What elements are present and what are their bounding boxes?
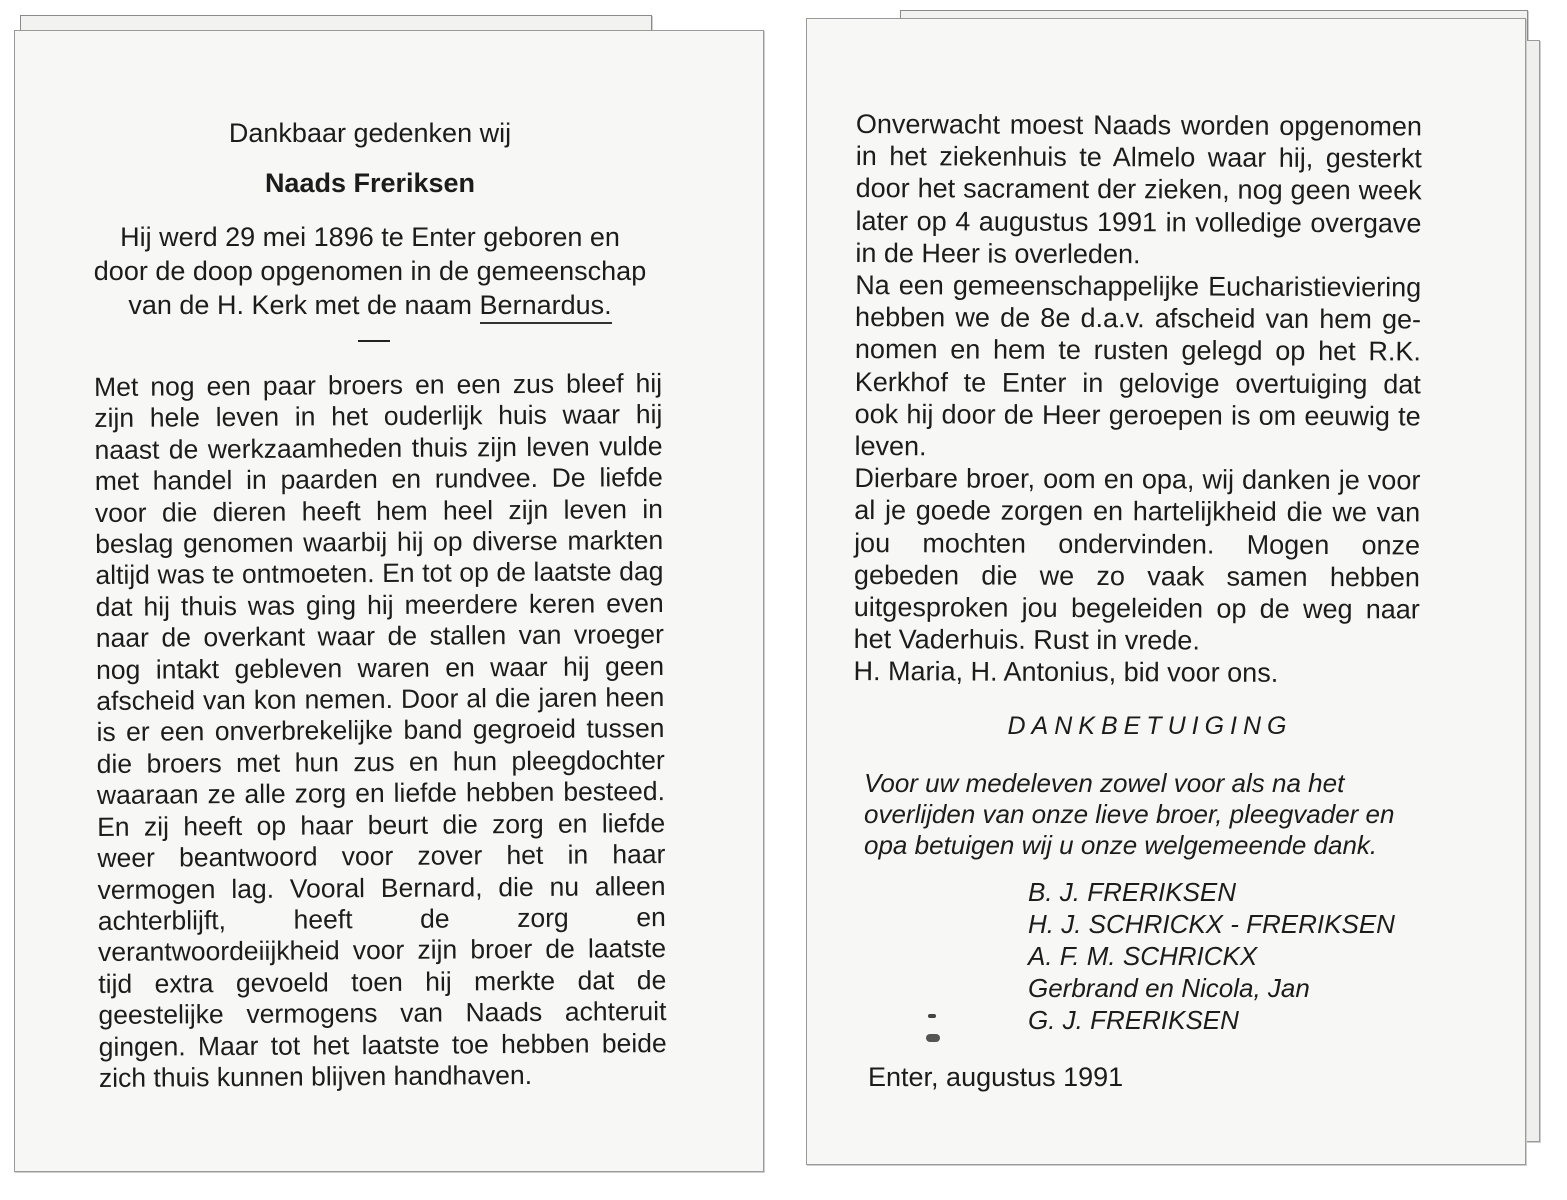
birth-line-3 [80, 288, 660, 322]
paragraph-funeral: Na een gemeenschappelijke Eucharistieviering hebben we de 8e d.a.v. afscheid van hem genomen en hem te rusten gelegd op het R.K. Kerkhof te Enter in gelovige overtuiging dat ook hij door de Heer geroepen is om eeuwig te leven. [854, 270, 1422, 462]
card-stack-edge [1524, 40, 1540, 1142]
ink-speck [928, 1014, 936, 1018]
birth-text [80, 220, 660, 322]
biography-text: Met nog een paar broers en een zus bleef hij zijn hele leven in het ouderlijk huis waar hij naast de werkzaamheden thuis zijn leven vulde met handel in paarden en rundvee. De liefde voor die dieren heeft hem heel zijn leven in beslag genomen waarbij hij op diverse markten altijd was te ontmoeten. En tot op de laatste dag dat hij thuis was ging hij meerdere keren even naar de overkant waar de stallen van vroeger nog intakt gebleven waren en waar hij geen afscheid van kon nemen. Door al die jaren heen is er een onverbrekelijke band gegroeid tussen die broers met hun zus en hun pleegdochter waaraan ze alle zorg en liefde hebben besteed. En zij heeft op haar beurt die zorg en liefde weer beantwoord voor zover het in haar vermogen lag. Vooral Bernard, die nu alleen achterblijft, heeft de zorg en verantwoordeiijkheid voor zijn broer de laatste tijd extra gevoeld toen hij merkte dat de geestelijke vermogens van Naads achteruit gingen. Maar tot het laatste toe hebben beide zich thuis kunnen blijven handhaven. [94, 368, 667, 1093]
paragraph-death: Onverwacht moest Naads worden opgenomen in het ziekenhuis te Almelo waar hij, gesterkt door het sacrament der zieken, nog geen week later op 4 augustus 1991 in volledige overgave in de Heer is overleden. [855, 108, 1422, 270]
paragraph-farewell: Dierbare broer, oom en opa, wij danken je voor al je goede zorgen en hartelijkheid die we van jou mochten ondervinden. Mogen onze gebeden die we zo vaak samen hebben uitgesproken jou begeleiden op de weg naar het Vaderhuis. Rust in vrede. [853, 463, 1421, 656]
intro-text: Dankbaar gedenken wij [228, 118, 512, 148]
thanks-text: Voor uw medeleven zowel voor als na het overlijden van onze lieve broer, pleegvader en opa betuigen wij u onze welgemeende dank. [864, 768, 1395, 860]
signatories [1028, 876, 1395, 1036]
signatory: B. J. FRERIKSEN [1028, 877, 1237, 907]
memorial-text [853, 108, 1422, 690]
deceased-name: Naads Freriksen [264, 168, 476, 198]
ink-speck [926, 1034, 940, 1042]
birth-line-2: door de doop opgenomen in de gemeenschap [93, 256, 647, 286]
thanks-heading: DANKBETUIGING [1007, 712, 1293, 740]
birth-line-3-text: van de H. Kerk met de naam [128, 290, 480, 320]
divider-dash [358, 340, 390, 342]
birth-line-1: Hij werd 29 mei 1896 te Enter geboren en [120, 222, 620, 252]
prayer-line: H. Maria, H. Antonius, bid voor ons. [853, 656, 1279, 689]
baptismal-name: Bernardus. [480, 290, 612, 324]
signatory: Gerbrand en Nicola, Jan [1028, 973, 1310, 1003]
signatory: G. J. FRERIKSEN [1028, 1005, 1239, 1035]
place-date: Enter, augustus 1991 [868, 1062, 1124, 1092]
signatory: H. J. SCHRICKX - FRERIKSEN [1028, 909, 1395, 939]
signatory: A. F. M. SCHRICKX [1028, 941, 1258, 971]
